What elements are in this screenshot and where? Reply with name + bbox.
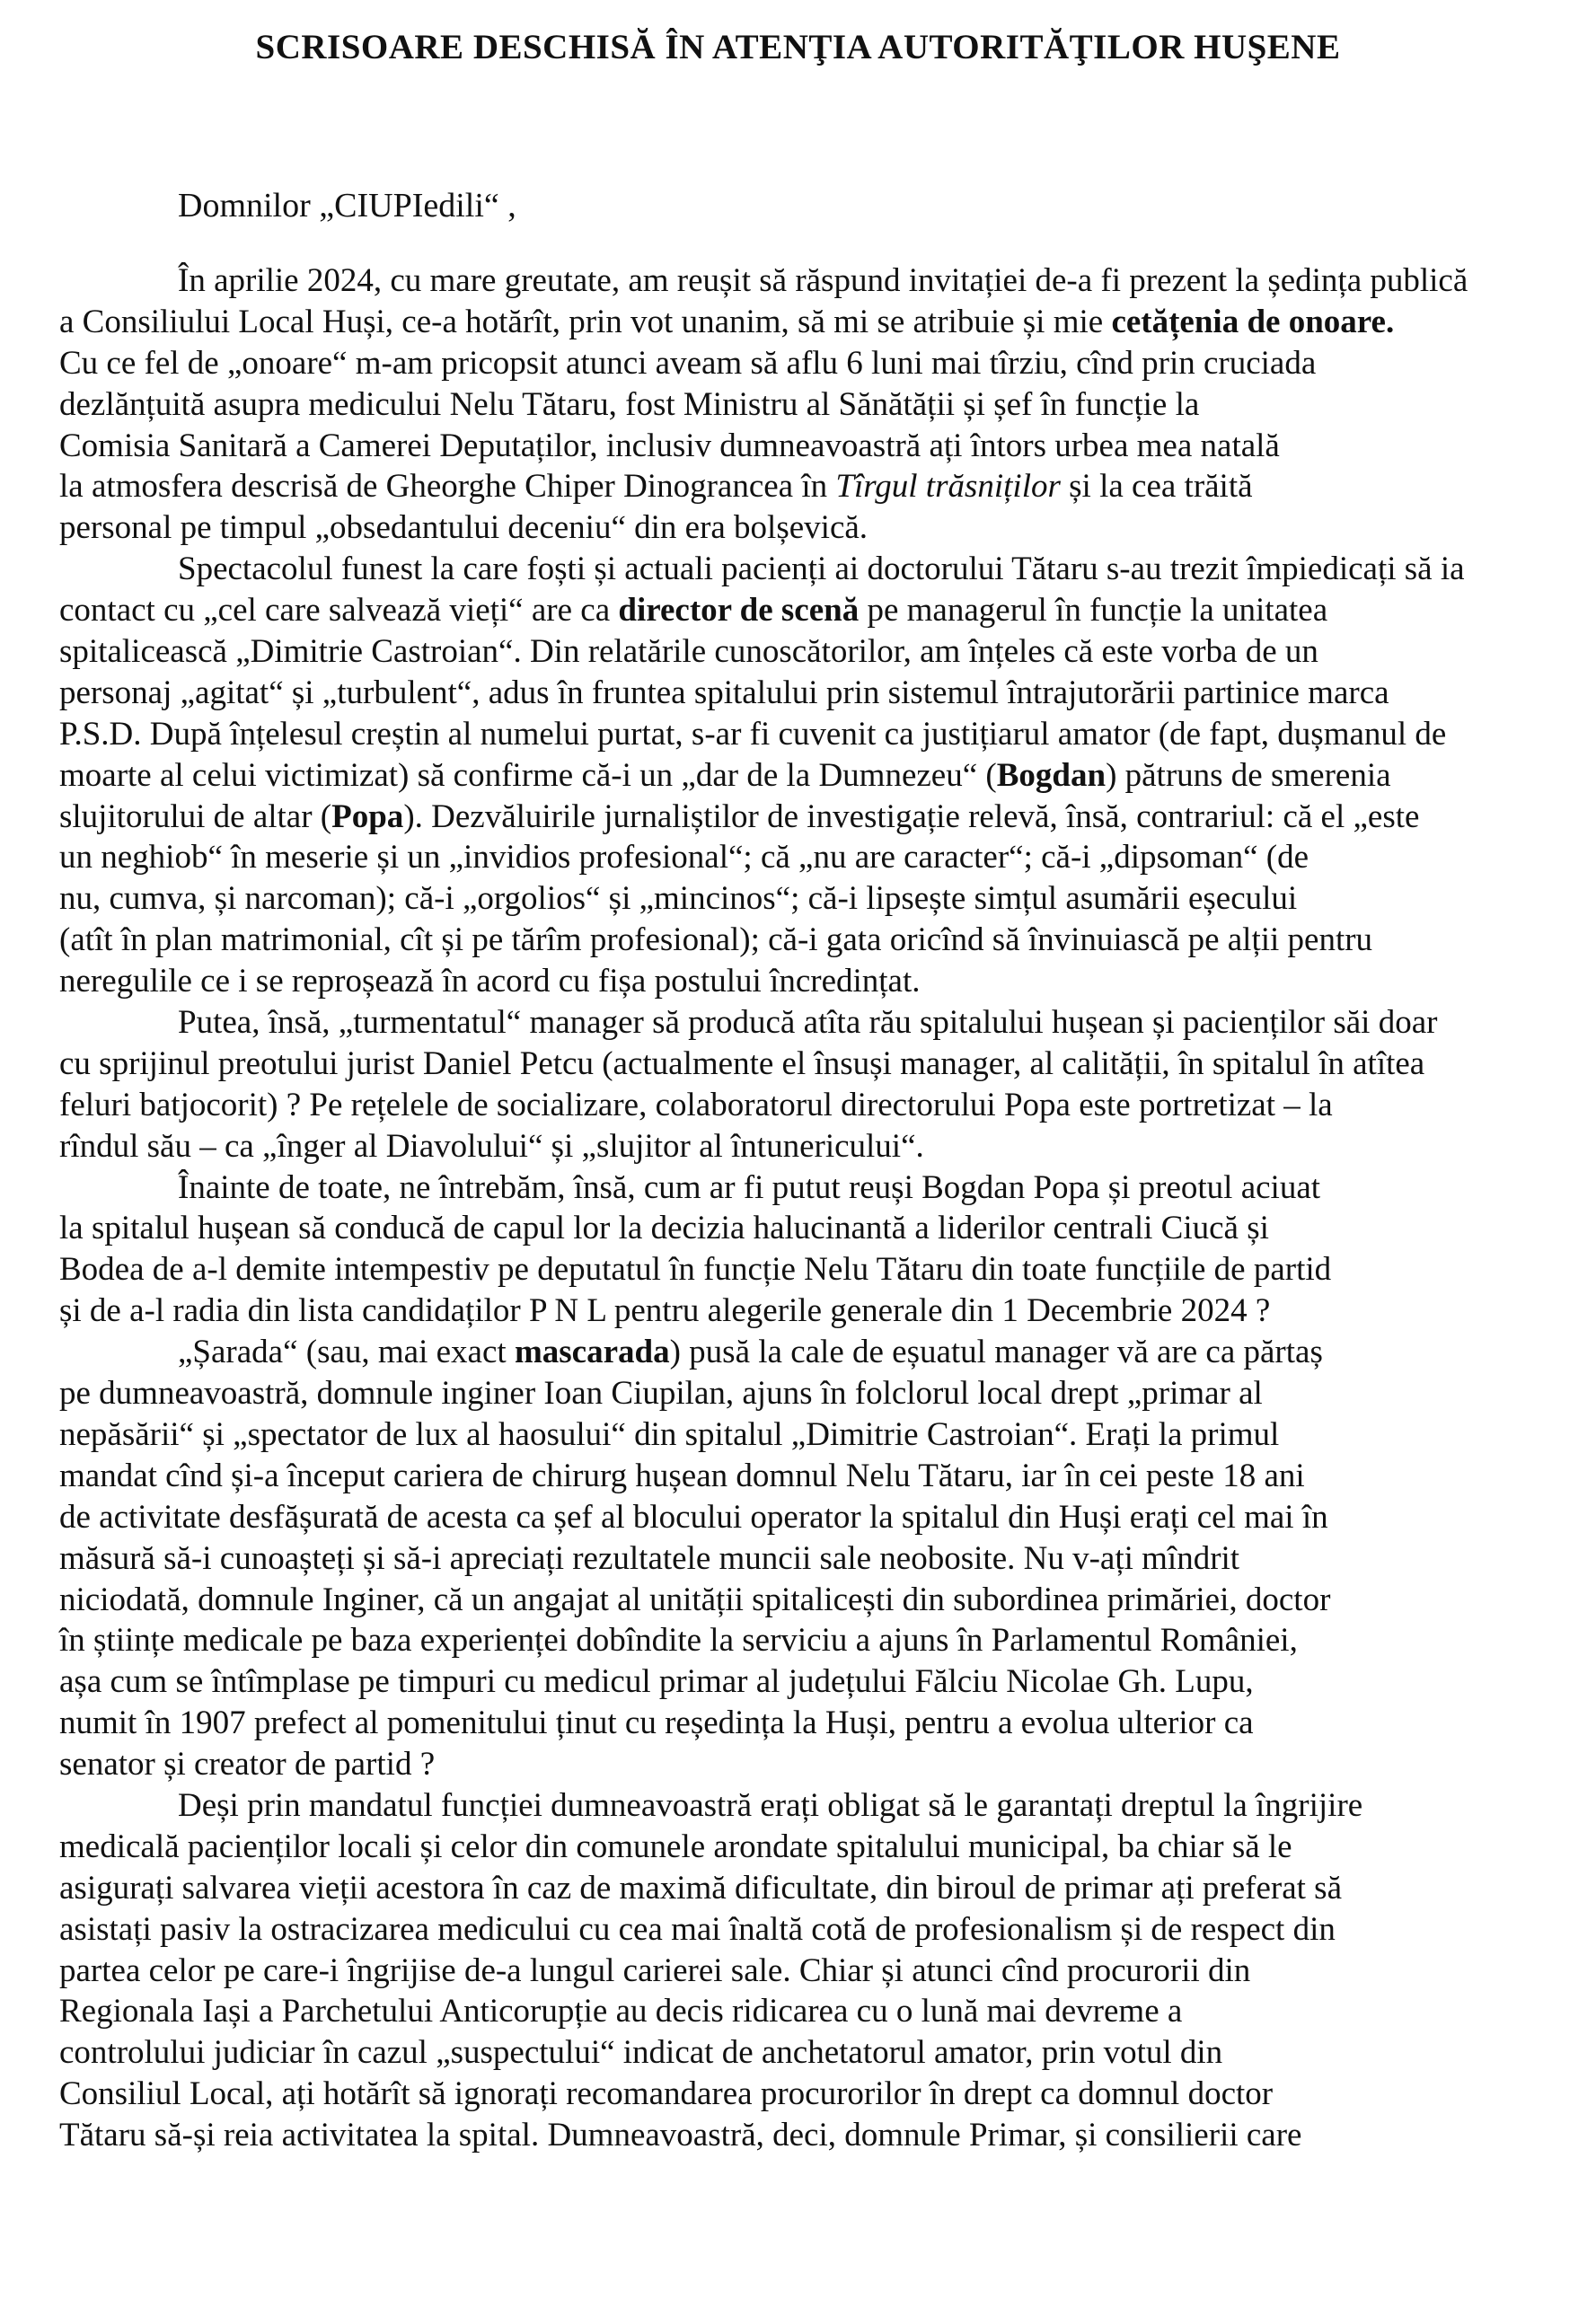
text-line [59, 1538, 1543, 1580]
text-segment: un neghiob“ în meserie și un „invidios profesional“; că „nu are caracter“; că-i „dipsoman“ (de [59, 839, 1309, 876]
text-line [59, 1290, 1543, 1332]
bold-text: mascarada [514, 1334, 670, 1371]
text-line [59, 920, 1543, 961]
text-segment: (atît în plan matrimonial, cît și pe tărîm profesional); că-i gata oricînd să învinuiască pe alții pentru [59, 921, 1373, 959]
text-segment: în științe medicale pe baza experienței dobîndite la serviciu a ajuns în Parlamentul României, [59, 1622, 1298, 1660]
bold-text: director de scenă [618, 592, 860, 630]
text-line [59, 1332, 1543, 1373]
text-segment: la spitalul hușean să conducă de capul lor la decizia halucinantă a liderilor centrali Ciucă și [59, 1210, 1269, 1247]
text-segment: pe dumneavoastră, domnule inginer Ioan Ciupilan, ajuns în folclorul local drept „primar al [59, 1375, 1263, 1413]
text-line [59, 2032, 1543, 2074]
text-line [59, 426, 1543, 467]
text-segment: Cu ce fel de „onoare“ m-am pricopsit atunci aveam să aflu 6 luni mai tîrziu, cînd prin cruciada [59, 344, 1317, 382]
text-segment: Tătaru să-și reia activitatea la spital. Dumneavoastră, deci, domnule Primar, și consilierii care [59, 2117, 1302, 2154]
text-line [59, 1497, 1543, 1538]
text-segment: ) pusă la cale de eșuatul manager vă are ca părtaș [669, 1334, 1323, 1371]
text-line [59, 343, 1543, 384]
bold-text: Popa [331, 797, 404, 835]
text-segment: asistați pasiv la ostracizarea medicului cu cea mai înaltă cotă de profesionalism și de respect din [59, 1910, 1336, 1948]
text-segment: de activitate desfășurată de acesta ca șef al blocului operator la spitalul din Huși erați cel mai în [59, 1498, 1328, 1536]
text-line [59, 1167, 1543, 1209]
text-line [59, 2115, 1543, 2156]
text-segment: spitalicească „Dimitrie Castroian“. Din relatările cunoscătorilor, am înțeles că este vorba de un [59, 633, 1318, 671]
bold-text: Bogdan [996, 756, 1107, 794]
text-line [59, 878, 1543, 920]
text-line [59, 1868, 1543, 1909]
text-segment: Înainte de toate, ne întrebăm, însă, cum ar fi putut reuși Bogdan Popa și preotul aciuat [178, 1168, 1321, 1206]
text-line [59, 549, 1543, 590]
text-segment: Spectacolul funest la care foști și actuali pacienți ai doctorului Tătaru s-au trezit împiedicați să ia [178, 551, 1465, 588]
text-line [59, 673, 1543, 714]
text-segment: medicală pacienților locali și celor din comunele arondate spitalului municipal, ba chiar să le [59, 1828, 1292, 1865]
text-segment: slujitorului de altar ( [59, 797, 332, 835]
salutation: Domnilor „CIUPIedili“ , [178, 187, 516, 225]
text-segment: personaj „agitat“ și „turbulent“, adus în fruntea spitalului prin sistemul întrajutorării partinice marca [59, 674, 1389, 711]
text-segment: controlului judiciar în cazul „suspectului“ indicat de anchetatorul amator, prin votul din [59, 2034, 1223, 2072]
text-segment: la atmosfera descrisă de Gheorghe Chiper Dinograncea în [59, 468, 836, 506]
text-line [59, 1002, 1543, 1044]
text-segment: mandat cînd și-a început cariera de chirurg hușean domnul Nelu Tătaru, iar în cei peste 18 ani [59, 1457, 1305, 1494]
text-segment: contact cu „cel care salvează vieți“ are ca [59, 592, 619, 630]
text-line [59, 1744, 1543, 1785]
text-segment: asigurați salvarea vieții acestora în caz de maximă dificultate, din biroul de primar ați preferat să [59, 1869, 1342, 1907]
text-line [59, 961, 1543, 1002]
text-line [59, 1909, 1543, 1951]
text-segment: așa cum se întîmplase pe timpuri cu medicul primar al județului Fălciu Nicolae Gh. Lupu, [59, 1663, 1254, 1701]
text-segment: a Consiliului Local Huși, ce-a hotărît, prin vot unanim, să mi se atribuie și mie [59, 303, 1112, 340]
text-segment: numit în 1907 prefect al pomenitului ținut cu reședința la Huși, pentru a evolua ulterior ca [59, 1704, 1254, 1742]
text-line [59, 1703, 1543, 1744]
text-segment: nepăsării“ și „spectator de lux al haosului“ din spitalul „Dimitrie Castroian“. Erați la primul [59, 1415, 1280, 1453]
text-line [59, 1991, 1543, 2032]
text-line [59, 1414, 1543, 1456]
text-segment: dezlănțuită asupra medicului Nelu Tătaru, fost Ministru al Sănătății și șef în funcție la [59, 385, 1200, 423]
text-line [59, 797, 1543, 838]
text-line [59, 1951, 1543, 1992]
text-line [59, 2074, 1543, 2115]
text-segment: neregulile ce i se reproșează în acord cu fișa postului încredințat. [59, 963, 921, 1000]
text-segment: niciodată, domnule Inginer, că un angajat al unității spitalicești din subordinea primăriei, doctor [59, 1581, 1331, 1618]
text-segment: moarte al celui victimizat) să confirme că-i un „dar de la Dumnezeu“ ( [59, 756, 997, 794]
text-segment: nu, cumva, și narcoman); că-i „orgolios“ și „mincinos“; că-i lipsește simțul asumării eșecului [59, 880, 1298, 918]
text-segment: În aprilie 2024, cu mare greutate, am reușit să răspund invitației de-a fi prezent la ședința publică [178, 262, 1468, 299]
text-line [59, 466, 1543, 507]
text-segment: personal pe timpul „obsedantului deceniu“ din era bolșevică. [59, 509, 869, 547]
text-segment: măsură să-i cunoașteți și să-i apreciați rezultatele muncii sale neobosite. Nu v-ați mîndrit [59, 1539, 1240, 1577]
text-line [59, 1208, 1543, 1249]
italic-text: Tîrgul trăsniților [835, 468, 1061, 506]
text-line [59, 1661, 1543, 1703]
text-line [59, 1373, 1543, 1414]
text-segment: „Șarada“ (sau, mai exact [178, 1334, 515, 1371]
text-segment: ). Dezvăluirile jurnaliștilor de investigație relevă, însă, contrariul: că el „este [403, 797, 1420, 835]
text-line [59, 507, 1543, 549]
text-segment: cu sprijinul preotului jurist Daniel Petcu (actualmente el însuși manager, al calității, în spitalul în atîtea [59, 1044, 1425, 1082]
text-segment: P.S.D. După înțelesul creștin al numelui purtat, s-ar fi cuvenit ca justițiarul amator (de fapt, dușmanul de [59, 715, 1447, 753]
text-line [59, 384, 1543, 426]
text-segment: feluri batjocorit) ? Pe rețelele de socializare, colaboratorul directorului Popa este portretizat – la [59, 1086, 1333, 1123]
text-segment: ) pătruns de smerenia [1106, 756, 1391, 794]
text-line [59, 1456, 1543, 1497]
text-line [59, 1580, 1543, 1621]
text-segment: pe managerul în funcție la unitatea [859, 592, 1328, 630]
text-line [59, 1827, 1543, 1868]
text-line [59, 837, 1543, 878]
text-line [59, 714, 1543, 755]
text-segment: rîndul său – ca „înger al Diavolului“ și „slujitor al întunericului“. [59, 1127, 924, 1165]
letter-title: SCRISOARE DESCHISĂ ÎN ATENŢIA AUTORITĂŢILOR HUŞENE [255, 28, 1341, 66]
text-segment: Deși prin mandatul funcției dumneavoastră erați obligat să le garantați dreptul la îngrijire [178, 1786, 1363, 1824]
text-segment: partea celor pe care-i îngrijise de-a lungul carierei sale. Chiar și atunci cînd procurorii din [59, 1951, 1251, 1989]
text-line [59, 755, 1543, 797]
text-segment: și de a-l radia din lista candidaților P N L pentru alegerile generale din 1 Decembrie 2024 ? [59, 1292, 1271, 1330]
text-line [59, 1249, 1543, 1290]
text-line [59, 1785, 1543, 1827]
text-line [59, 260, 1543, 302]
bold-text: cetățenia de onoare. [1111, 303, 1395, 340]
text-segment: Comisia Sanitară a Camerei Deputaților, inclusiv dumneavoastră ați întors urbea mea natală [59, 427, 1280, 464]
text-line [59, 1085, 1543, 1126]
text-segment: Bodea de a-l demite intempestiv pe deputatul în funcție Nelu Tătaru din toate funcțiile de partid [59, 1251, 1332, 1289]
text-line [59, 1044, 1543, 1085]
text-line [59, 631, 1543, 673]
text-segment: Consiliul Local, ați hotărît să ignorați recomandarea procurorilor în drept ca domnul doctor [59, 2075, 1274, 2113]
text-line [59, 590, 1543, 631]
text-segment: Regionala Iași a Parchetului Anticorupție au decis ridicarea cu o lună mai devreme a [59, 1993, 1183, 2030]
text-segment: senator și creator de partid ? [59, 1746, 436, 1784]
text-line [59, 1620, 1543, 1661]
text-line [59, 302, 1543, 343]
text-segment: Putea, însă, „turmentatul“ manager să producă atîta rău spitalului hușean și pacienților săi doar [178, 1004, 1438, 1042]
text-segment: și la cea trăită [1060, 468, 1253, 506]
text-line [59, 1126, 1543, 1167]
letter-body [59, 260, 1543, 2156]
